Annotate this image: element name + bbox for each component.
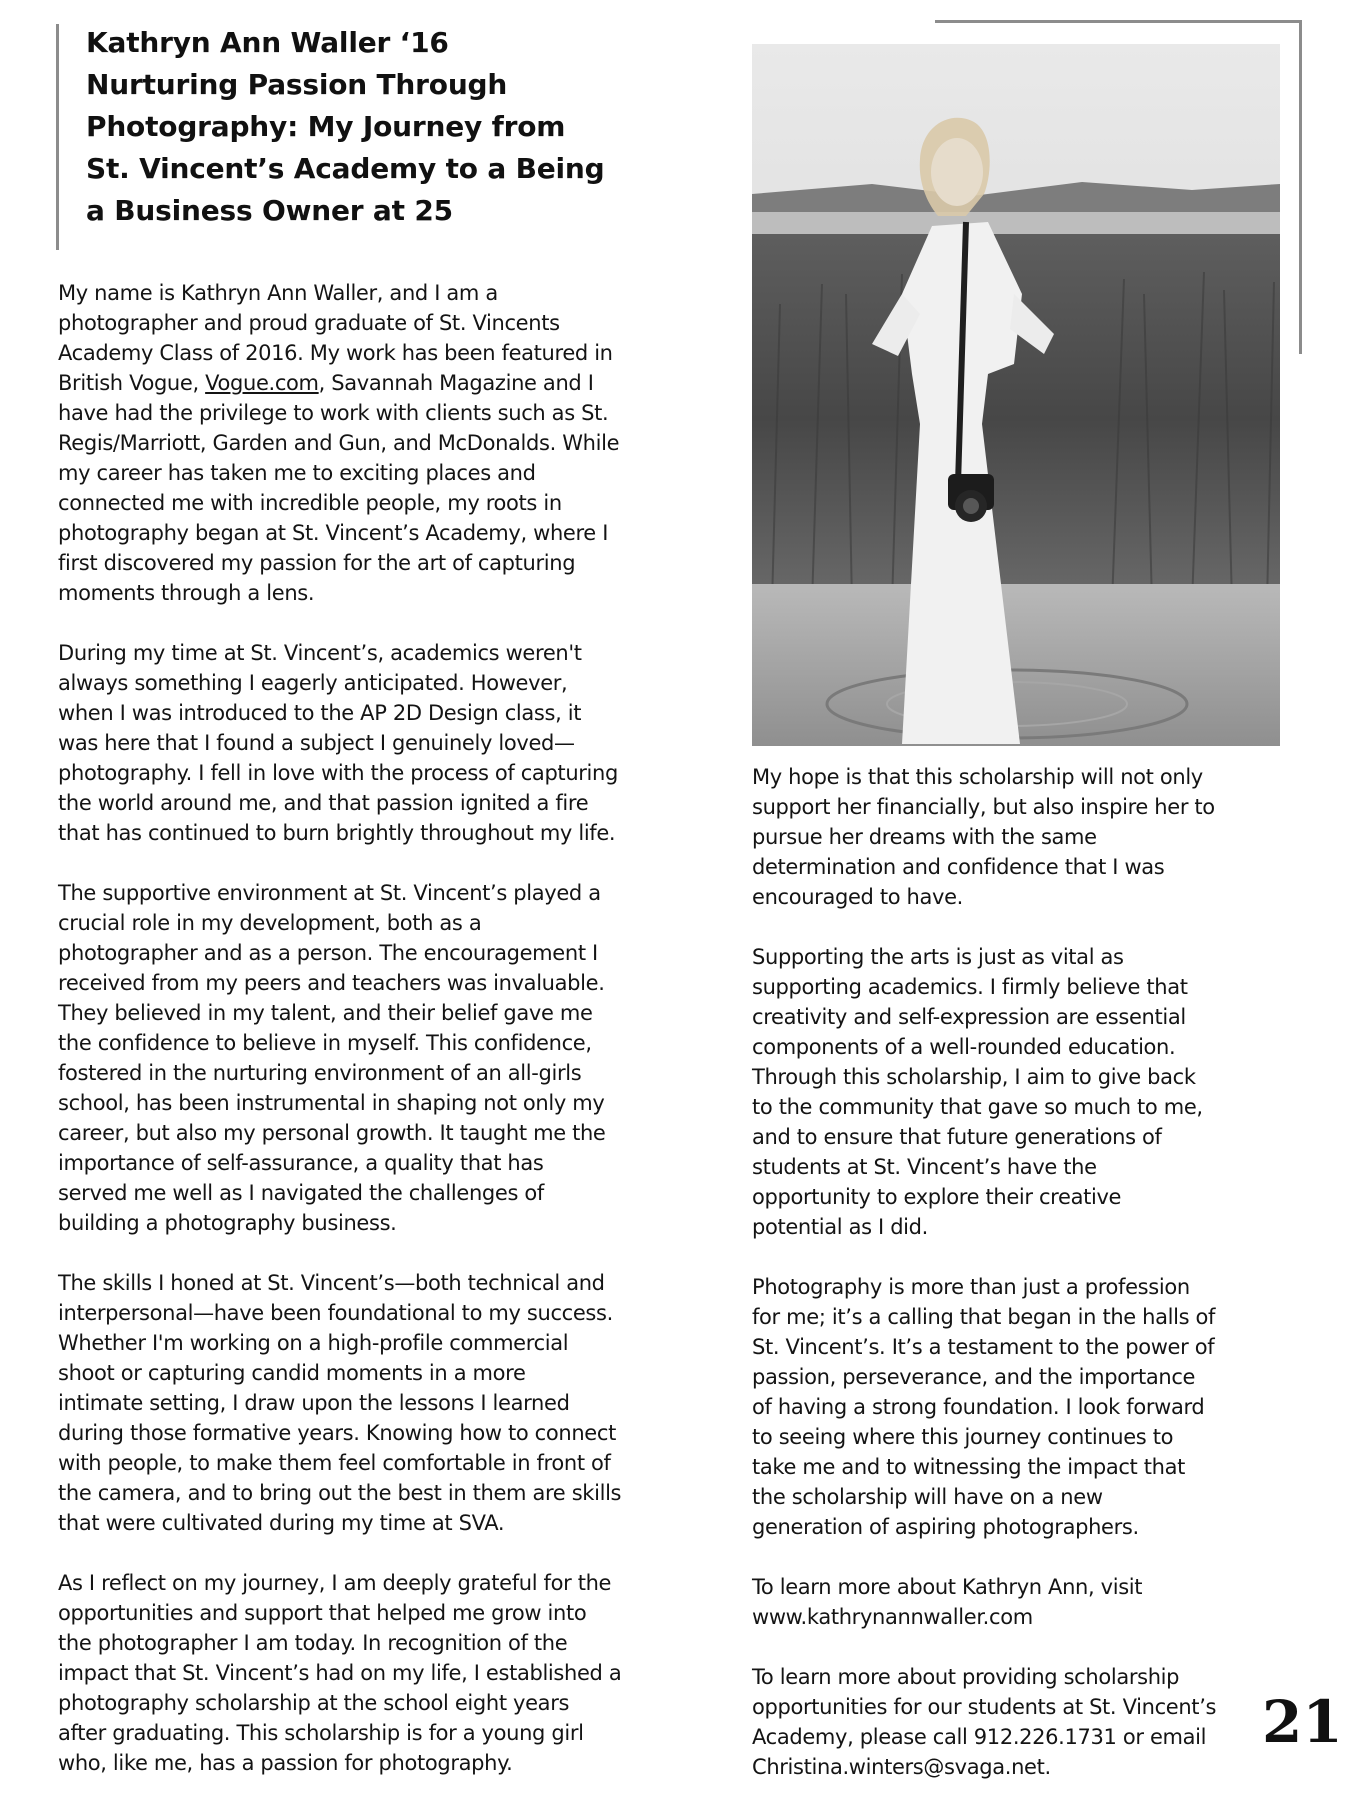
title-accent-rule bbox=[56, 24, 59, 250]
text-line: my career has taken me to exciting places and bbox=[58, 461, 536, 485]
text-line: During my time at St. Vincent’s, academics weren't bbox=[58, 641, 582, 665]
corner-frame-top bbox=[935, 20, 1302, 23]
text-line: during those formative years. Knowing how to connect bbox=[58, 1421, 616, 1445]
text-line: To learn more about providing scholarship bbox=[752, 1665, 1180, 1689]
text-line: intimate setting, I draw upon the lessons I learned bbox=[58, 1391, 570, 1415]
text-line bbox=[58, 368, 758, 398]
text-line: photographer and as a person. The encouragement I bbox=[58, 941, 598, 965]
text-line: when I was introduced to the AP 2D Design class, it bbox=[58, 701, 582, 725]
text-line: encouraged to have. bbox=[752, 885, 963, 909]
title-line: Photography: My Journey from bbox=[86, 110, 566, 143]
text-line: generation of aspiring photographers. bbox=[752, 1515, 1139, 1539]
email-link[interactable]: Christina.winters@svaga.net. bbox=[752, 1755, 1051, 1779]
page-number: 21 bbox=[1262, 1688, 1343, 1756]
text-line: opportunities for our students at St. Vincent’s bbox=[752, 1695, 1217, 1719]
text-line: first discovered my passion for the art of capturing bbox=[58, 551, 576, 575]
text-line: that has continued to burn brightly throughout my life. bbox=[58, 821, 616, 845]
text-line: the camera, and to bring out the best in them are skills bbox=[58, 1481, 622, 1505]
text-line: the scholarship will have on a new bbox=[752, 1485, 1103, 1509]
text-line: connected me with incredible people, my roots in bbox=[58, 491, 562, 515]
text-line: fostered in the nurturing environment of an all-girls bbox=[58, 1061, 582, 1085]
text-line: Academy, please call 912.226.1731 or email bbox=[752, 1725, 1207, 1749]
text-line: determination and confidence that I was bbox=[752, 855, 1165, 879]
text-line: importance of self-assurance, a quality that has bbox=[58, 1151, 544, 1175]
paragraph-reflection bbox=[58, 1568, 758, 1778]
text-line: photography. I fell in love with the process of capturing bbox=[58, 761, 618, 785]
text-line: The skills I honed at St. Vincent’s—both technical and bbox=[58, 1271, 605, 1295]
text-line: Supporting the arts is just as vital as bbox=[752, 945, 1124, 969]
text-line: opportunities and support that helped me grow into bbox=[58, 1601, 587, 1625]
paragraph-hope bbox=[752, 762, 1312, 912]
text-line: the photographer I am today. In recognition of the bbox=[58, 1631, 568, 1655]
text-line: always something I eagerly anticipated. However, bbox=[58, 671, 568, 695]
text-line: students at St. Vincent’s have the bbox=[752, 1155, 1097, 1179]
text-line: to the community that gave so much to me, bbox=[752, 1095, 1203, 1119]
text-line: pursue her dreams with the same bbox=[752, 825, 1097, 849]
text-line: Whether I'm working on a high-profile commercial bbox=[58, 1331, 569, 1355]
text-line: the confidence to believe in myself. This confidence, bbox=[58, 1031, 592, 1055]
photo-portrait-icon bbox=[752, 44, 1280, 746]
text-line: to seeing where this journey continues to bbox=[752, 1425, 1174, 1449]
text-line: My hope is that this scholarship will not only bbox=[752, 765, 1203, 789]
text-line: My name is Kathryn Ann Waller, and I am a bbox=[58, 281, 498, 305]
text-line: received from my peers and teachers was invaluable. bbox=[58, 971, 605, 995]
title-line: Nurturing Passion Through bbox=[86, 68, 508, 101]
text-line: opportunity to explore their creative bbox=[752, 1185, 1122, 1209]
paragraph-introduction bbox=[58, 278, 758, 608]
text-line: Through this scholarship, I aim to give back bbox=[752, 1065, 1196, 1089]
paragraph-academics bbox=[58, 638, 758, 848]
paragraph-contact bbox=[752, 1662, 1312, 1782]
title-line: Kathryn Ann Waller ‘16 bbox=[86, 26, 449, 59]
text-line: take me and to witnessing the impact that bbox=[752, 1455, 1185, 1479]
right-text-column bbox=[752, 762, 1312, 1782]
text-line: with people, to make them feel comfortable in front of bbox=[58, 1451, 611, 1475]
text-line: have had the privilege to work with clients such as St. bbox=[58, 401, 609, 425]
paragraph-skills bbox=[58, 1268, 758, 1538]
text-line: of having a strong foundation. I look forward bbox=[752, 1395, 1205, 1419]
text-line: photographer and proud graduate of St. Vincents bbox=[58, 311, 560, 335]
text-fragment: , Savannah Magazine and I bbox=[318, 371, 594, 395]
text-line: the world around me, and that passion ignited a fire bbox=[58, 791, 589, 815]
text-line: and to ensure that future generations of bbox=[752, 1125, 1162, 1149]
text-line: photography scholarship at the school eight years bbox=[58, 1691, 570, 1715]
text-line: interpersonal—have been foundational to my success. bbox=[58, 1301, 613, 1325]
text-line: supporting academics. I firmly believe that bbox=[752, 975, 1188, 999]
text-line: As I reflect on my journey, I am deeply grateful for the bbox=[58, 1571, 612, 1595]
text-line: photography began at St. Vincent’s Academy, where I bbox=[58, 521, 609, 545]
title-line: St. Vincent’s Academy to a Being bbox=[86, 152, 605, 185]
title-line: a Business Owner at 25 bbox=[86, 194, 453, 227]
text-line: Photography is more than just a profession bbox=[752, 1275, 1190, 1299]
paragraph-environment bbox=[58, 878, 758, 1238]
text-line: passion, perseverance, and the importance bbox=[752, 1365, 1196, 1389]
text-line: They believed in my talent, and their belief gave me bbox=[58, 1001, 593, 1025]
text-line: Academy Class of 2016. My work has been featured in bbox=[58, 341, 613, 365]
text-line: impact that St. Vincent’s had on my life, I established a bbox=[58, 1661, 622, 1685]
text-line: The supportive environment at St. Vincent’s played a bbox=[58, 881, 601, 905]
text-line: for me; it’s a calling that began in the halls of bbox=[752, 1305, 1216, 1329]
text-line: moments through a lens. bbox=[58, 581, 315, 605]
text-line: who, like me, has a passion for photography. bbox=[58, 1751, 513, 1775]
text-line: shoot or capturing candid moments in a more bbox=[58, 1361, 526, 1385]
text-line: St. Vincent’s. It’s a testament to the power of bbox=[752, 1335, 1215, 1359]
text-line: served me well as I navigated the challenges of bbox=[58, 1181, 544, 1205]
left-text-column bbox=[58, 278, 758, 1778]
text-line: components of a well-rounded education. bbox=[752, 1035, 1176, 1059]
text-line: Regis/Marriott, Garden and Gun, and McDonalds. While bbox=[58, 431, 620, 455]
vogue-link[interactable]: Vogue.com bbox=[205, 371, 319, 395]
text-line: was here that I found a subject I genuinely loved— bbox=[58, 731, 575, 755]
portrait-photo bbox=[752, 44, 1280, 746]
text-line: potential as I did. bbox=[752, 1215, 928, 1239]
text-line: To learn more about Kathryn Ann, visit bbox=[752, 1575, 1143, 1599]
website-link[interactable]: www.kathrynannwaller.com bbox=[752, 1605, 1033, 1629]
text-line: creativity and self-expression are essential bbox=[752, 1005, 1186, 1029]
paragraph-learn-more bbox=[752, 1572, 1312, 1632]
paragraph-calling bbox=[752, 1272, 1312, 1542]
corner-frame-right bbox=[1299, 20, 1302, 354]
text-line: crucial role in my development, both as a bbox=[58, 911, 482, 935]
text-line: school, has been instrumental in shaping not only my bbox=[58, 1091, 605, 1115]
text-line: support her financially, but also inspire her to bbox=[752, 795, 1215, 819]
paragraph-arts bbox=[752, 942, 1312, 1242]
text-fragment: British Vogue, bbox=[58, 371, 206, 395]
article-title bbox=[86, 22, 646, 232]
text-line: after graduating. This scholarship is for a young girl bbox=[58, 1721, 584, 1745]
text-line: that were cultivated during my time at SVA. bbox=[58, 1511, 505, 1535]
text-line: building a photography business. bbox=[58, 1211, 397, 1235]
text-line: career, but also my personal growth. It taught me the bbox=[58, 1121, 606, 1145]
